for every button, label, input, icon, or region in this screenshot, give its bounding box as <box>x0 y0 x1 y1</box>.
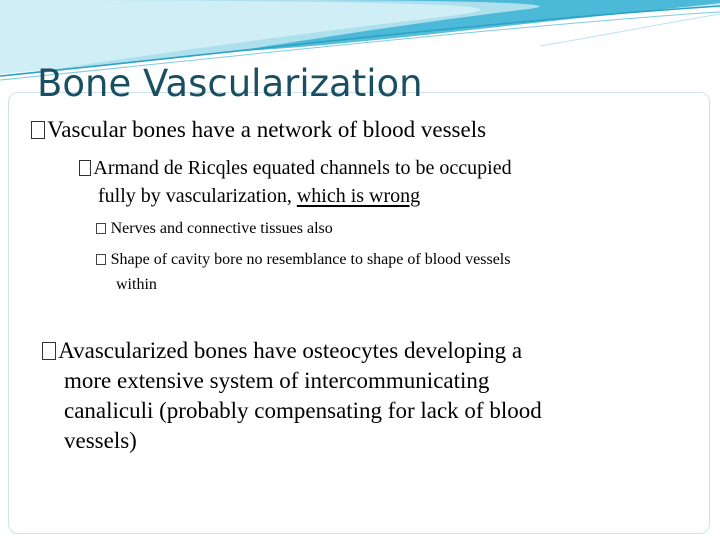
bullet-2-line-2 <box>64 368 489 394</box>
bullet-2-text-line-4: vessels) <box>64 428 137 453</box>
slide-title: Bone Vascularization <box>37 62 423 105</box>
bullet-1-1-line-1 <box>79 157 512 180</box>
bullet-2-text-line-3: canaliculi (probably compensating for lack of blood <box>64 398 542 423</box>
bullet-2-text-line-2: more extensive system of intercommunicating <box>64 368 490 393</box>
bullet-1-1-text-line-2: fully by vascularization, <box>98 185 297 207</box>
bullet-square-icon <box>79 160 91 176</box>
bullet-1-1-2-line-2 <box>116 276 157 294</box>
bullet-2-line-3 <box>64 398 542 424</box>
bullet-1-1-1-text: Nerves and connective tissues also <box>110 220 333 237</box>
bullet-1-1-1 <box>96 220 333 238</box>
bullet-2-line-1 <box>42 338 522 364</box>
bullet-square-icon <box>96 254 106 265</box>
bullet-1-text: Vascular bones have a network of blood vessels <box>47 117 487 142</box>
bullet-1-1-2-text-line-2: within <box>116 276 157 293</box>
bullet-2-line-4 <box>64 428 137 454</box>
bullet-square-icon <box>42 342 56 360</box>
bullet-square-icon <box>31 121 45 139</box>
bullet-1-1-2-text-line-1: Shape of cavity bore no resemblance to shape of blood vessels <box>110 251 511 268</box>
bullet-1-1-line-2 <box>98 185 420 208</box>
bullet-1-1-2-line-1 <box>96 251 510 269</box>
bullet-2-text-line-1: Avascularized bones have osteocytes developing a <box>58 338 523 363</box>
bullet-1-1-text-line-1: Armand de Ricqles equated channels to be occupied <box>93 157 512 179</box>
underlined-phrase: which is wrong <box>296 185 421 207</box>
bullet-1 <box>31 117 486 143</box>
bullet-square-icon <box>96 223 106 234</box>
